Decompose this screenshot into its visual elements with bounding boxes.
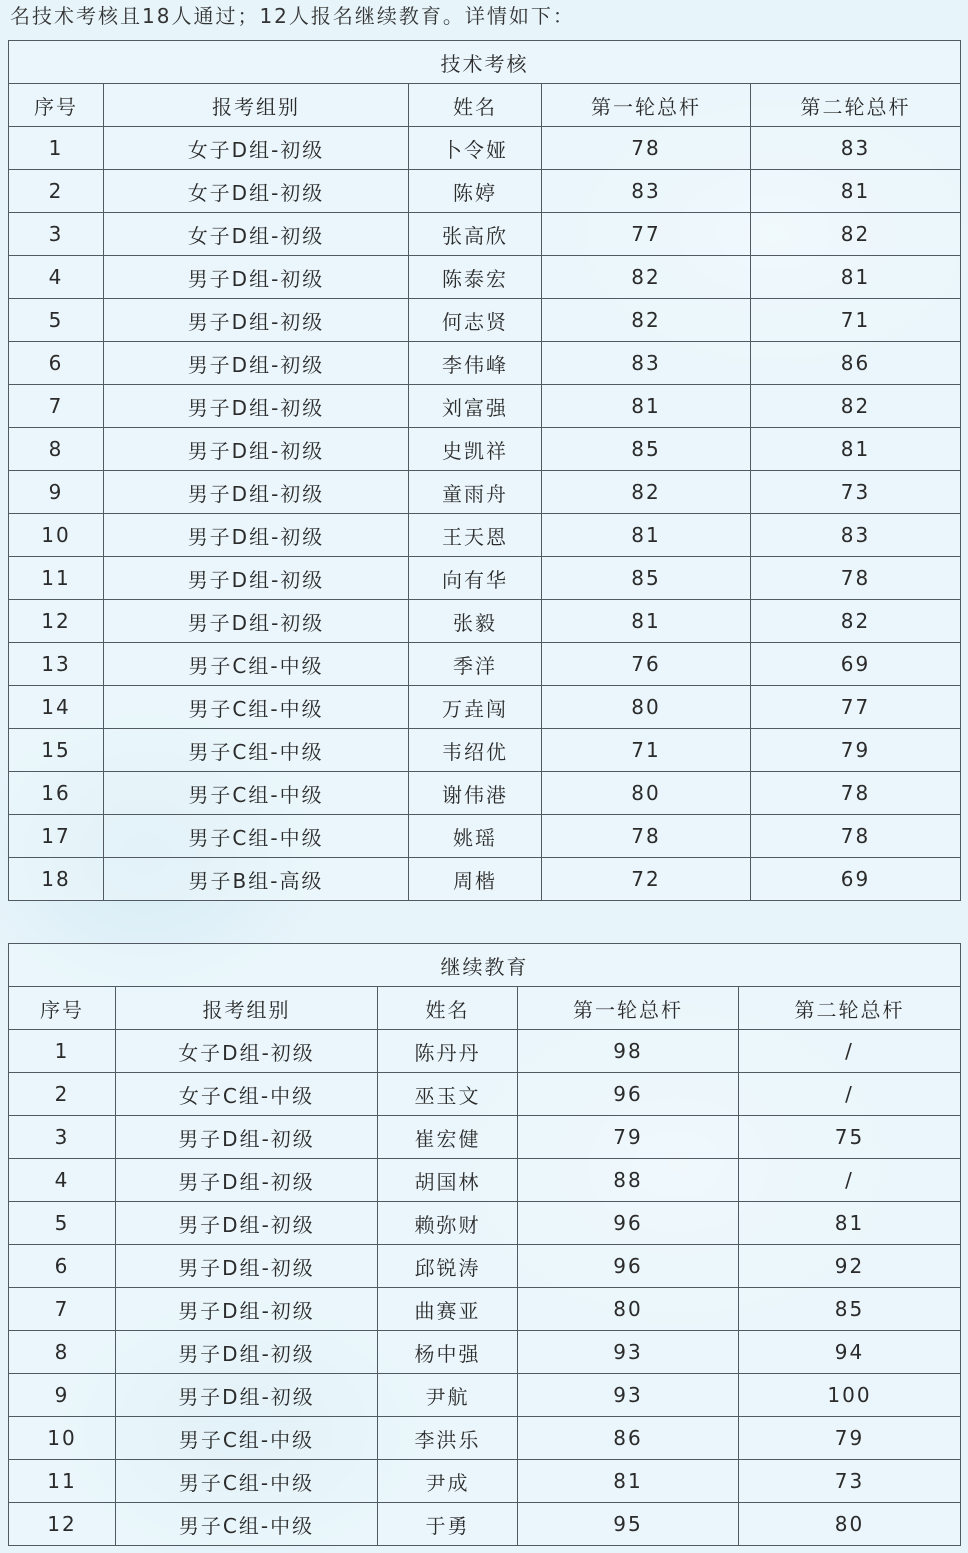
cell-group: 男子D组-初级 [104,342,409,385]
cell-name: 童雨舟 [409,471,542,514]
cell-group: 女子C组-中级 [116,1073,378,1116]
cell-name: 于勇 [378,1503,518,1546]
cell-round1: 77 [542,213,751,256]
table-row [9,686,961,729]
cell-name: 陈丹丹 [378,1030,518,1073]
cell-round2: 73 [751,471,961,514]
table-row [9,557,961,600]
cell-index: 1 [9,127,104,170]
cell-group: 女子D组-初级 [116,1030,378,1073]
table-row [9,514,961,557]
table-row [9,428,961,471]
cell-name: 刘富强 [409,385,542,428]
column-header-name: 姓名 [409,84,542,127]
cell-name: 赖弥财 [378,1202,518,1245]
cell-round1: 96 [518,1073,739,1116]
cell-group: 男子D组-初级 [116,1245,378,1288]
cell-round1: 80 [542,772,751,815]
cell-round2: 73 [739,1460,961,1503]
table-row [9,1202,961,1245]
cell-index: 8 [9,428,104,471]
cell-round1: 85 [542,557,751,600]
cell-round2: 100 [739,1374,961,1417]
cell-group: 男子D组-初级 [116,1374,378,1417]
cell-round1: 81 [518,1460,739,1503]
cell-round2: 85 [739,1288,961,1331]
cell-index: 6 [9,342,104,385]
cell-group: 男子D组-初级 [104,600,409,643]
cell-group: 男子D组-初级 [116,1288,378,1331]
table-row [9,772,961,815]
cell-round2: 82 [751,385,961,428]
cell-group: 男子C组-中级 [104,686,409,729]
cell-index: 4 [9,256,104,299]
cell-group: 男子D组-初级 [104,256,409,299]
cell-round1: 93 [518,1374,739,1417]
cell-name: 周楷 [409,858,542,901]
cell-round1: 82 [542,471,751,514]
cell-round2: 83 [751,127,961,170]
cell-round2: / [739,1030,961,1073]
cell-index: 9 [9,1374,116,1417]
cell-index: 14 [9,686,104,729]
cell-name: 季洋 [409,643,542,686]
cell-index: 11 [9,557,104,600]
cell-group: 男子D组-初级 [104,299,409,342]
table-title: 技术考核 [9,41,961,84]
cell-round1: 85 [542,428,751,471]
cell-round2: 86 [751,342,961,385]
table-row [9,858,961,901]
header-row [9,84,961,127]
cell-index: 13 [9,643,104,686]
cell-round2: 80 [739,1503,961,1546]
table-row [9,213,961,256]
table-row [9,385,961,428]
cell-round1: 95 [518,1503,739,1546]
cell-group: 女子D组-初级 [104,127,409,170]
cell-round1: 78 [542,815,751,858]
cell-index: 10 [9,514,104,557]
cell-group: 男子C组-中级 [116,1460,378,1503]
table-row [9,1245,961,1288]
cell-index: 7 [9,1288,116,1331]
cell-round2: 82 [751,600,961,643]
cell-index: 1 [9,1030,116,1073]
cell-group: 男子D组-初级 [104,557,409,600]
column-header-index: 序号 [9,987,116,1030]
cell-round2: 78 [751,557,961,600]
cell-index: 7 [9,385,104,428]
table-row [9,600,961,643]
cell-round2: / [739,1159,961,1202]
cell-round1: 96 [518,1202,739,1245]
cell-round1: 98 [518,1030,739,1073]
cell-group: 男子C组-中级 [104,643,409,686]
cell-group: 男子D组-初级 [116,1116,378,1159]
column-header-round2: 第二轮总杆 [751,84,961,127]
cell-round1: 88 [518,1159,739,1202]
cell-group: 男子C组-中级 [104,729,409,772]
cell-index: 17 [9,815,104,858]
table-row [9,342,961,385]
cell-round2: 77 [751,686,961,729]
table-row [9,1417,961,1460]
column-header-group: 报考组别 [116,987,378,1030]
cell-name: 尹航 [378,1374,518,1417]
cell-round2: 79 [751,729,961,772]
cell-round2: / [739,1073,961,1116]
cell-name: 王天恩 [409,514,542,557]
cell-group: 女子D组-初级 [104,170,409,213]
cell-group: 男子C组-中级 [116,1503,378,1546]
cell-index: 2 [9,170,104,213]
cell-round1: 83 [542,342,751,385]
cell-round2: 69 [751,858,961,901]
cell-round2: 81 [739,1202,961,1245]
cell-index: 9 [9,471,104,514]
table-row [9,1159,961,1202]
table-row [9,815,961,858]
cell-name: 卜令娅 [409,127,542,170]
cell-round1: 96 [518,1245,739,1288]
table-row [9,1503,961,1546]
cell-round1: 80 [542,686,751,729]
cell-group: 男子C组-中级 [104,815,409,858]
cell-round1: 80 [518,1288,739,1331]
cell-round1: 81 [542,385,751,428]
cell-name: 邱锐涛 [378,1245,518,1288]
cell-round1: 83 [542,170,751,213]
cell-round1: 71 [542,729,751,772]
cell-name: 陈泰宏 [409,256,542,299]
cell-round1: 72 [542,858,751,901]
cell-group: 男子D组-初级 [116,1331,378,1374]
cell-round1: 86 [518,1417,739,1460]
cell-round2: 81 [751,428,961,471]
cell-round2: 92 [739,1245,961,1288]
cell-round2: 81 [751,170,961,213]
cell-group: 男子D组-初级 [116,1159,378,1202]
cell-round2: 82 [751,213,961,256]
cell-index: 11 [9,1460,116,1503]
cell-round1: 82 [542,299,751,342]
table-row [9,1288,961,1331]
cell-name: 曲赛亚 [378,1288,518,1331]
cell-round1: 76 [542,643,751,686]
table-row [9,643,961,686]
header-row [9,987,961,1030]
column-header-round1: 第一轮总杆 [518,987,739,1030]
column-header-group: 报考组别 [104,84,409,127]
cell-round2: 81 [751,256,961,299]
cell-name: 谢伟港 [409,772,542,815]
column-header-round2: 第二轮总杆 [739,987,961,1030]
cell-index: 2 [9,1073,116,1116]
cell-index: 10 [9,1417,116,1460]
table-title: 继续教育 [9,944,961,987]
cell-name: 向有华 [409,557,542,600]
cell-round1: 93 [518,1331,739,1374]
table-row [9,1331,961,1374]
cell-index: 6 [9,1245,116,1288]
cell-round2: 83 [751,514,961,557]
cell-round1: 82 [542,256,751,299]
table-row [9,1073,961,1116]
table-row [9,127,961,170]
table-row [9,1030,961,1073]
cell-index: 12 [9,600,104,643]
cell-index: 3 [9,1116,116,1159]
cell-round2: 69 [751,643,961,686]
cell-round1: 78 [542,127,751,170]
cell-name: 万垚闯 [409,686,542,729]
cell-name: 巫玉文 [378,1073,518,1116]
cell-round1: 79 [518,1116,739,1159]
table-row [9,1374,961,1417]
cell-name: 姚瑶 [409,815,542,858]
cell-round2: 94 [739,1331,961,1374]
cell-index: 16 [9,772,104,815]
cell-round2: 75 [739,1116,961,1159]
cell-name: 尹成 [378,1460,518,1503]
table-row [9,729,961,772]
cell-group: 男子C组-中级 [116,1417,378,1460]
table-row [9,471,961,514]
column-header-name: 姓名 [378,987,518,1030]
cell-index: 8 [9,1331,116,1374]
intro-text: 名技术考核且18人通过；12人报名继续教育。详情如下： [10,4,575,28]
cell-group: 男子D组-初级 [116,1202,378,1245]
cell-group: 男子D组-初级 [104,514,409,557]
cell-index: 18 [9,858,104,901]
cell-index: 3 [9,213,104,256]
cell-group: 男子D组-初级 [104,428,409,471]
cell-round1: 81 [542,514,751,557]
cell-name: 韦绍优 [409,729,542,772]
cell-round2: 78 [751,772,961,815]
table-row [9,299,961,342]
cell-group: 男子D组-初级 [104,385,409,428]
table-row [9,170,961,213]
cell-group: 女子D组-初级 [104,213,409,256]
cell-round1: 81 [542,600,751,643]
column-header-index: 序号 [9,84,104,127]
cell-name: 胡国林 [378,1159,518,1202]
table-row [9,1460,961,1503]
cell-index: 5 [9,1202,116,1245]
cell-index: 4 [9,1159,116,1202]
cell-name: 李洪乐 [378,1417,518,1460]
cell-name: 何志贤 [409,299,542,342]
cell-round2: 79 [739,1417,961,1460]
cell-name: 李伟峰 [409,342,542,385]
cell-group: 男子B组-高级 [104,858,409,901]
cell-group: 男子C组-中级 [104,772,409,815]
table-row [9,1116,961,1159]
continuing-education-table [8,943,961,1546]
cell-name: 陈婷 [409,170,542,213]
cell-index: 5 [9,299,104,342]
cell-index: 12 [9,1503,116,1546]
cell-name: 崔宏健 [378,1116,518,1159]
cell-index: 15 [9,729,104,772]
cell-name: 张高欣 [409,213,542,256]
technical-assessment-table [8,40,961,901]
cell-group: 男子D组-初级 [104,471,409,514]
column-header-round1: 第一轮总杆 [542,84,751,127]
cell-name: 杨中强 [378,1331,518,1374]
table-row [9,256,961,299]
cell-round2: 78 [751,815,961,858]
cell-round2: 71 [751,299,961,342]
cell-name: 张毅 [409,600,542,643]
cell-name: 史凯祥 [409,428,542,471]
